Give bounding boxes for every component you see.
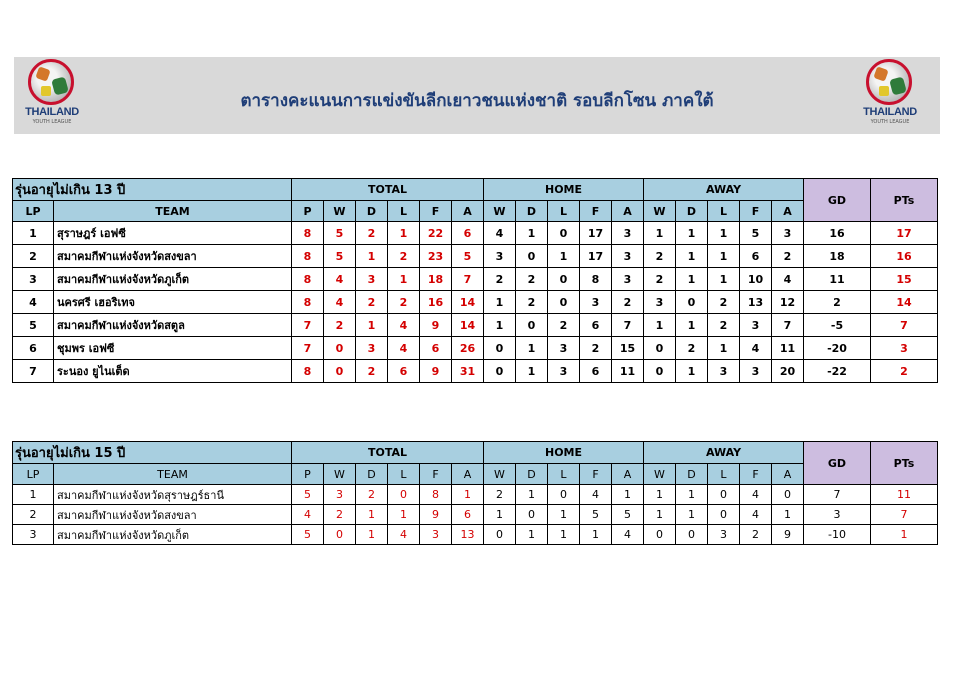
- home-stat-cell: 2: [612, 291, 644, 314]
- total-stat-cell: 5: [324, 222, 356, 245]
- rank-cell: 3: [13, 268, 54, 291]
- table-row: [13, 245, 938, 268]
- home-subheader: D: [516, 201, 548, 222]
- home-stat-cell: 1: [516, 525, 548, 545]
- away-stat-cell: 10: [740, 268, 772, 291]
- away-stat-cell: 3: [740, 360, 772, 383]
- rank-cell: 2: [13, 505, 54, 525]
- points-cell: 3: [871, 337, 938, 360]
- home-stat-cell: 3: [548, 337, 580, 360]
- points-cell: 14: [871, 291, 938, 314]
- home-stat-cell: 4: [580, 485, 612, 505]
- points-cell: 2: [871, 360, 938, 383]
- standings-table-u15: [12, 441, 938, 545]
- team-name-cell: สมาคมกีฬาแห่งจังหวัดสตูล: [54, 314, 292, 337]
- home-stat-cell: 6: [580, 360, 612, 383]
- away-stat-cell: 0: [772, 485, 804, 505]
- away-stat-cell: 0: [676, 525, 708, 545]
- home-stat-cell: 2: [484, 485, 516, 505]
- total-stat-cell: 2: [388, 245, 420, 268]
- lp-header: LP: [13, 464, 54, 485]
- total-stat-cell: 3: [324, 485, 356, 505]
- total-stat-cell: 3: [356, 268, 388, 291]
- home-stat-cell: 5: [612, 505, 644, 525]
- away-stat-cell: 2: [708, 314, 740, 337]
- total-subheader: L: [388, 464, 420, 485]
- total-stat-cell: 4: [324, 268, 356, 291]
- goal-difference-cell: -20: [804, 337, 871, 360]
- home-subheader: A: [612, 201, 644, 222]
- away-subheader: F: [740, 464, 772, 485]
- team-name-cell: สุราษฎร์ เอฟซี: [54, 222, 292, 245]
- away-stat-cell: 4: [740, 505, 772, 525]
- total-stat-cell: 6: [420, 337, 452, 360]
- away-stat-cell: 1: [644, 222, 676, 245]
- total-stat-cell: 4: [388, 337, 420, 360]
- goal-difference-cell: -5: [804, 314, 871, 337]
- team-header: TEAM: [54, 464, 292, 485]
- away-stat-cell: 0: [708, 505, 740, 525]
- away-stat-cell: 2: [644, 245, 676, 268]
- home-stat-cell: 1: [484, 291, 516, 314]
- rank-cell: 4: [13, 291, 54, 314]
- points-cell: 11: [871, 485, 938, 505]
- home-stat-cell: 4: [612, 525, 644, 545]
- total-subheader: D: [356, 201, 388, 222]
- away-stat-cell: 3: [772, 222, 804, 245]
- total-stat-cell: 1: [356, 245, 388, 268]
- home-stat-cell: 1: [548, 505, 580, 525]
- total-stat-cell: 1: [388, 505, 420, 525]
- total-stat-cell: 4: [324, 291, 356, 314]
- home-stat-cell: 0: [548, 268, 580, 291]
- column-header-row: [13, 464, 938, 485]
- table-row: [13, 268, 938, 291]
- away-stat-cell: 4: [740, 337, 772, 360]
- table-row: [13, 291, 938, 314]
- total-subheader: P: [292, 201, 324, 222]
- total-stat-cell: 3: [356, 337, 388, 360]
- goal-difference-cell: 16: [804, 222, 871, 245]
- gd-header: GD: [804, 442, 871, 485]
- total-stat-cell: 5: [452, 245, 484, 268]
- home-stat-cell: 11: [612, 360, 644, 383]
- home-stat-cell: 2: [516, 291, 548, 314]
- away-subheader: W: [644, 464, 676, 485]
- total-stat-cell: 0: [324, 525, 356, 545]
- away-stat-cell: 20: [772, 360, 804, 383]
- home-stat-cell: 0: [516, 505, 548, 525]
- pts-header: PTs: [871, 442, 938, 485]
- total-stat-cell: 1: [356, 314, 388, 337]
- total-subheader: F: [420, 464, 452, 485]
- total-subheader: P: [292, 464, 324, 485]
- home-stat-cell: 1: [516, 222, 548, 245]
- total-stat-cell: 2: [356, 222, 388, 245]
- away-subheader: L: [708, 464, 740, 485]
- lp-header: LP: [13, 201, 54, 222]
- team-name-cell: ระนอง ยูไนเต็ด: [54, 360, 292, 383]
- total-stat-cell: 23: [420, 245, 452, 268]
- home-subheader: W: [484, 464, 516, 485]
- total-stat-cell: 0: [324, 337, 356, 360]
- logo-wordmark: THAILAND: [25, 106, 79, 118]
- total-header: TOTAL: [292, 179, 484, 201]
- home-subheader: W: [484, 201, 516, 222]
- away-header: AWAY: [644, 442, 804, 464]
- home-stat-cell: 1: [548, 245, 580, 268]
- away-stat-cell: 9: [772, 525, 804, 545]
- away-stat-cell: 3: [644, 291, 676, 314]
- total-stat-cell: 8: [292, 360, 324, 383]
- total-stat-cell: 8: [292, 222, 324, 245]
- points-cell: 16: [871, 245, 938, 268]
- total-subheader: L: [388, 201, 420, 222]
- home-stat-cell: 17: [580, 245, 612, 268]
- logo-subtext: YOUTH LEAGUE: [870, 119, 910, 125]
- away-stat-cell: 1: [708, 245, 740, 268]
- away-stat-cell: 0: [644, 337, 676, 360]
- away-subheader: D: [676, 201, 708, 222]
- away-stat-cell: 1: [676, 245, 708, 268]
- header-banner: [14, 57, 940, 134]
- team-header: TEAM: [54, 201, 292, 222]
- total-stat-cell: 8: [292, 291, 324, 314]
- home-stat-cell: 3: [612, 245, 644, 268]
- page-title: ตารางคะแนนการแข่งขันลีกเยาวชนแห่งชาติ รอบลีกโซน ภาคใต้: [240, 91, 714, 111]
- away-stat-cell: 1: [676, 314, 708, 337]
- total-stat-cell: 9: [420, 505, 452, 525]
- away-stat-cell: 1: [676, 505, 708, 525]
- thailand-youth-league-logo: [854, 59, 926, 131]
- table-row: [13, 360, 938, 383]
- home-header: HOME: [484, 179, 644, 201]
- points-cell: 15: [871, 268, 938, 291]
- total-stat-cell: 31: [452, 360, 484, 383]
- table-row: [13, 505, 938, 525]
- away-subheader: W: [644, 201, 676, 222]
- away-stat-cell: 1: [644, 314, 676, 337]
- gd-header: GD: [804, 179, 871, 222]
- home-stat-cell: 1: [612, 485, 644, 505]
- home-stat-cell: 0: [548, 291, 580, 314]
- total-stat-cell: 1: [388, 268, 420, 291]
- rank-cell: 5: [13, 314, 54, 337]
- total-stat-cell: 9: [420, 360, 452, 383]
- goal-difference-cell: -22: [804, 360, 871, 383]
- team-name-cell: ชุมพร เอฟซี: [54, 337, 292, 360]
- total-subheader: W: [324, 464, 356, 485]
- total-subheader: A: [452, 201, 484, 222]
- table-row: [13, 485, 938, 505]
- total-stat-cell: 14: [452, 314, 484, 337]
- away-subheader: A: [772, 464, 804, 485]
- total-stat-cell: 1: [356, 525, 388, 545]
- total-subheader: F: [420, 201, 452, 222]
- away-stat-cell: 2: [708, 291, 740, 314]
- logo-wordmark: THAILAND: [863, 106, 917, 118]
- total-stat-cell: 0: [388, 485, 420, 505]
- total-stat-cell: 6: [452, 222, 484, 245]
- logo-subtext: YOUTH LEAGUE: [32, 119, 72, 125]
- total-stat-cell: 4: [388, 314, 420, 337]
- away-stat-cell: 1: [676, 485, 708, 505]
- away-stat-cell: 0: [644, 360, 676, 383]
- total-stat-cell: 14: [452, 291, 484, 314]
- home-stat-cell: 6: [580, 314, 612, 337]
- away-stat-cell: 1: [708, 337, 740, 360]
- home-stat-cell: 2: [548, 314, 580, 337]
- home-stat-cell: 0: [516, 245, 548, 268]
- away-subheader: A: [772, 201, 804, 222]
- points-cell: 7: [871, 314, 938, 337]
- total-stat-cell: 2: [356, 360, 388, 383]
- total-stat-cell: 18: [420, 268, 452, 291]
- total-stat-cell: 22: [420, 222, 452, 245]
- group-header-row: [13, 442, 938, 464]
- football-icon: [866, 59, 912, 105]
- goal-difference-cell: 3: [804, 505, 871, 525]
- team-name-cell: สมาคมกีฬาแห่งจังหวัดสงขลา: [54, 245, 292, 268]
- team-name-cell: นครศรี เฮอริเทจ: [54, 291, 292, 314]
- home-subheader: F: [580, 464, 612, 485]
- away-stat-cell: 1: [676, 268, 708, 291]
- points-cell: 7: [871, 505, 938, 525]
- total-subheader: D: [356, 464, 388, 485]
- away-stat-cell: 0: [676, 291, 708, 314]
- total-stat-cell: 8: [292, 245, 324, 268]
- home-stat-cell: 17: [580, 222, 612, 245]
- away-stat-cell: 13: [740, 291, 772, 314]
- away-stat-cell: 3: [708, 360, 740, 383]
- table-row: [13, 525, 938, 545]
- away-stat-cell: 0: [644, 525, 676, 545]
- standings-table-u13: [12, 178, 938, 383]
- home-stat-cell: 1: [484, 314, 516, 337]
- total-stat-cell: 8: [420, 485, 452, 505]
- total-stat-cell: 7: [292, 337, 324, 360]
- total-stat-cell: 2: [324, 314, 356, 337]
- total-stat-cell: 4: [388, 525, 420, 545]
- goal-difference-cell: 2: [804, 291, 871, 314]
- total-header: TOTAL: [292, 442, 484, 464]
- rank-cell: 1: [13, 485, 54, 505]
- total-subheader: W: [324, 201, 356, 222]
- away-stat-cell: 1: [772, 505, 804, 525]
- home-stat-cell: 3: [548, 360, 580, 383]
- total-stat-cell: 7: [452, 268, 484, 291]
- table-row: [13, 314, 938, 337]
- total-stat-cell: 2: [356, 485, 388, 505]
- column-header-row: [13, 201, 938, 222]
- total-stat-cell: 6: [388, 360, 420, 383]
- points-cell: 17: [871, 222, 938, 245]
- away-header: AWAY: [644, 179, 804, 201]
- total-stat-cell: 4: [292, 505, 324, 525]
- goal-difference-cell: 11: [804, 268, 871, 291]
- total-stat-cell: 5: [324, 245, 356, 268]
- home-subheader: D: [516, 464, 548, 485]
- away-stat-cell: 3: [740, 314, 772, 337]
- home-stat-cell: 2: [516, 268, 548, 291]
- away-stat-cell: 7: [772, 314, 804, 337]
- table-row: [13, 337, 938, 360]
- home-stat-cell: 3: [612, 222, 644, 245]
- total-stat-cell: 16: [420, 291, 452, 314]
- total-stat-cell: 26: [452, 337, 484, 360]
- away-stat-cell: 2: [740, 525, 772, 545]
- goal-difference-cell: 18: [804, 245, 871, 268]
- home-stat-cell: 1: [548, 525, 580, 545]
- home-stat-cell: 2: [484, 268, 516, 291]
- away-stat-cell: 4: [740, 485, 772, 505]
- home-stat-cell: 0: [548, 222, 580, 245]
- rank-cell: 6: [13, 337, 54, 360]
- goal-difference-cell: 7: [804, 485, 871, 505]
- home-stat-cell: 3: [484, 245, 516, 268]
- home-stat-cell: 7: [612, 314, 644, 337]
- home-stat-cell: 0: [516, 314, 548, 337]
- home-stat-cell: 1: [516, 360, 548, 383]
- age-group-label: รุ่นอายุไม่เกิน 15 ปี: [13, 442, 292, 464]
- points-cell: 1: [871, 525, 938, 545]
- age-group-label: รุ่นอายุไม่เกิน 13 ปี: [13, 179, 292, 201]
- total-stat-cell: 5: [292, 485, 324, 505]
- home-stat-cell: 2: [580, 337, 612, 360]
- total-stat-cell: 2: [388, 291, 420, 314]
- total-stat-cell: 5: [292, 525, 324, 545]
- team-name-cell: สมาคมกีฬาแห่งจังหวัดภูเก็ต: [54, 268, 292, 291]
- pts-header: PTs: [871, 179, 938, 222]
- rank-cell: 1: [13, 222, 54, 245]
- home-subheader: L: [548, 201, 580, 222]
- home-stat-cell: 8: [580, 268, 612, 291]
- home-stat-cell: 1: [516, 485, 548, 505]
- total-stat-cell: 8: [292, 268, 324, 291]
- away-stat-cell: 1: [644, 505, 676, 525]
- away-stat-cell: 2: [772, 245, 804, 268]
- away-stat-cell: 1: [708, 268, 740, 291]
- group-header-row: [13, 179, 938, 201]
- home-stat-cell: 1: [516, 337, 548, 360]
- away-stat-cell: 3: [708, 525, 740, 545]
- away-subheader: L: [708, 201, 740, 222]
- team-name-cell: สมาคมกีฬาแห่งจังหวัดภูเก็ต: [54, 525, 292, 545]
- away-stat-cell: 12: [772, 291, 804, 314]
- home-subheader: L: [548, 464, 580, 485]
- away-subheader: F: [740, 201, 772, 222]
- home-subheader: A: [612, 464, 644, 485]
- home-stat-cell: 4: [484, 222, 516, 245]
- away-stat-cell: 4: [772, 268, 804, 291]
- total-stat-cell: 0: [324, 360, 356, 383]
- away-stat-cell: 1: [676, 360, 708, 383]
- home-stat-cell: 0: [484, 360, 516, 383]
- team-name-cell: สมาคมกีฬาแห่งจังหวัดสุราษฎร์ธานี: [54, 485, 292, 505]
- away-stat-cell: 1: [708, 222, 740, 245]
- home-stat-cell: 1: [484, 505, 516, 525]
- home-stat-cell: 3: [580, 291, 612, 314]
- home-header: HOME: [484, 442, 644, 464]
- home-stat-cell: 15: [612, 337, 644, 360]
- rank-cell: 3: [13, 525, 54, 545]
- team-name-cell: สมาคมกีฬาแห่งจังหวัดสงขลา: [54, 505, 292, 525]
- home-stat-cell: 0: [484, 337, 516, 360]
- goal-difference-cell: -10: [804, 525, 871, 545]
- home-subheader: F: [580, 201, 612, 222]
- total-stat-cell: 13: [452, 525, 484, 545]
- total-stat-cell: 1: [388, 222, 420, 245]
- home-stat-cell: 0: [484, 525, 516, 545]
- total-stat-cell: 9: [420, 314, 452, 337]
- home-stat-cell: 1: [580, 525, 612, 545]
- away-stat-cell: 6: [740, 245, 772, 268]
- total-stat-cell: 2: [356, 291, 388, 314]
- total-stat-cell: 6: [452, 505, 484, 525]
- total-stat-cell: 2: [324, 505, 356, 525]
- home-stat-cell: 3: [612, 268, 644, 291]
- rank-cell: 7: [13, 360, 54, 383]
- away-stat-cell: 1: [676, 222, 708, 245]
- away-stat-cell: 2: [676, 337, 708, 360]
- total-stat-cell: 1: [452, 485, 484, 505]
- away-subheader: D: [676, 464, 708, 485]
- total-subheader: A: [452, 464, 484, 485]
- away-stat-cell: 5: [740, 222, 772, 245]
- away-stat-cell: 1: [644, 485, 676, 505]
- total-stat-cell: 3: [420, 525, 452, 545]
- home-stat-cell: 5: [580, 505, 612, 525]
- home-stat-cell: 0: [548, 485, 580, 505]
- total-stat-cell: 1: [356, 505, 388, 525]
- total-stat-cell: 7: [292, 314, 324, 337]
- away-stat-cell: 11: [772, 337, 804, 360]
- table-row: [13, 222, 938, 245]
- rank-cell: 2: [13, 245, 54, 268]
- away-stat-cell: 2: [644, 268, 676, 291]
- away-stat-cell: 0: [708, 485, 740, 505]
